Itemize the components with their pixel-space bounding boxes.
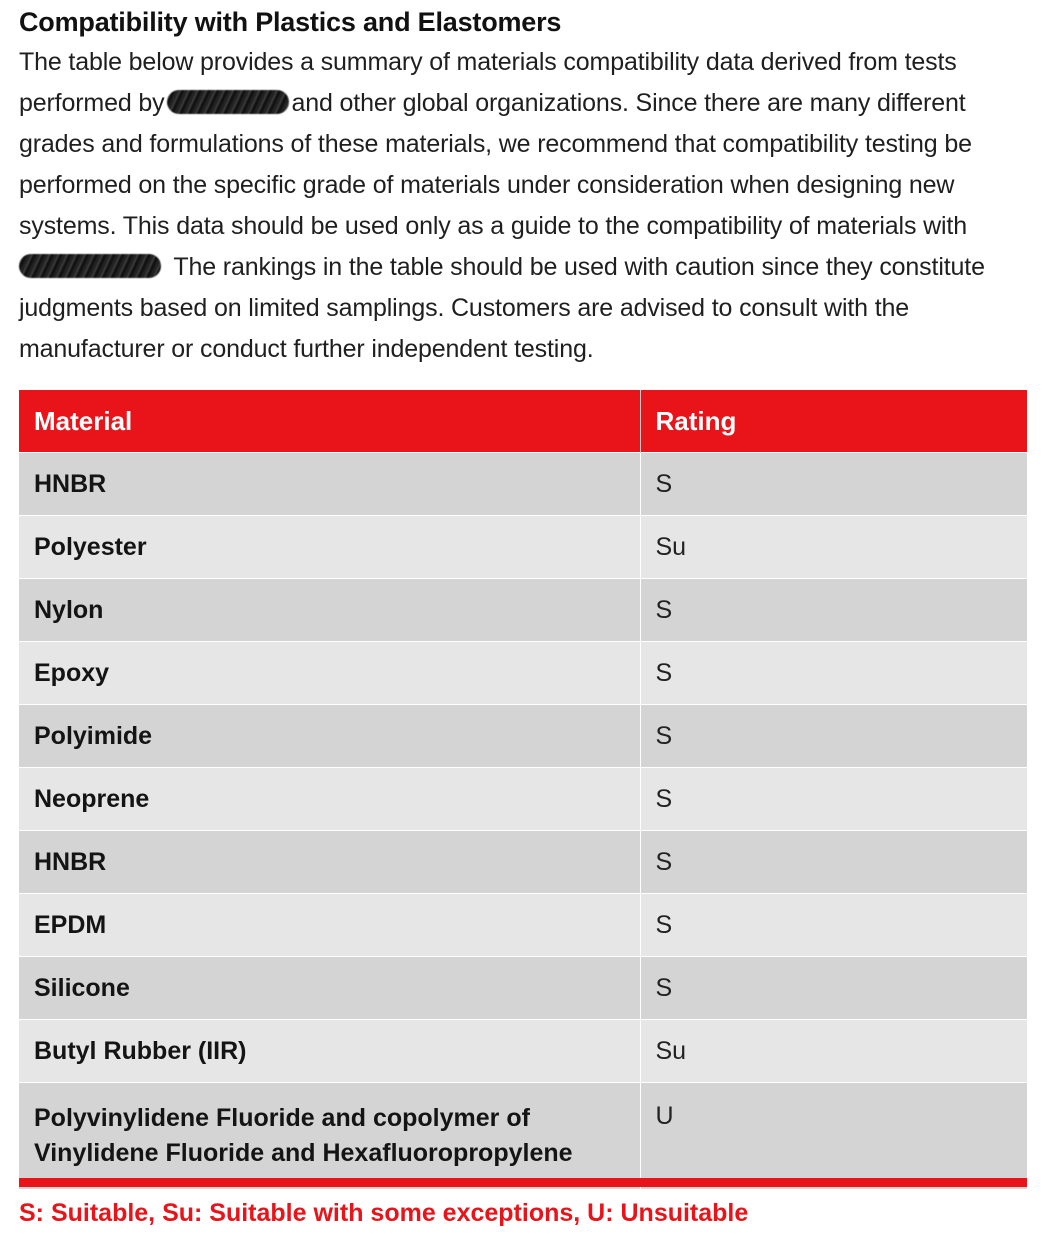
material-cell: Polyester — [19, 516, 640, 579]
intro-text-part-2: and other global organizations. Since there are many different grades and formulations of these materials, we recommend that compatibility testing be performed on the specific grade of materials under consideration when designing new systems. This data should be used only as a guide to the compatibility of materials with — [19, 89, 972, 240]
table-row — [19, 705, 1027, 768]
rating-cell: S — [640, 831, 1027, 894]
rating-cell: U — [640, 1083, 1027, 1190]
table-row — [19, 831, 1027, 894]
page-content — [19, 0, 1027, 1227]
section-title: Compatibility with Plastics and Elastomers — [19, 7, 562, 37]
rating-cell: S — [640, 579, 1027, 642]
material-cell: Silicone — [19, 957, 640, 1020]
table-row — [19, 768, 1027, 831]
material-cell: HNBR — [19, 831, 640, 894]
table-row — [19, 453, 1027, 516]
rating-cell: S — [640, 642, 1027, 705]
material-cell: EPDM — [19, 894, 640, 957]
material-cell: Polyimide — [19, 705, 640, 768]
rating-cell: Su — [640, 516, 1027, 579]
intro-text-part-1: The table below provides a summary of materials compatibility data derived from tests performed by — [19, 48, 957, 117]
header-material: Material — [19, 390, 640, 453]
material-cell: Nylon — [19, 579, 640, 642]
rating-cell: S — [640, 705, 1027, 768]
table-row — [19, 1083, 1027, 1190]
intro-text-part-3: The rankings in the table should be used with caution since they constitute judgments based on limited samplings. Customers are advised to consult with the manufacturer or conduct further independent testing. — [19, 253, 985, 363]
table-row — [19, 642, 1027, 705]
rating-cell: S — [640, 453, 1027, 516]
material-cell: Neoprene — [19, 768, 640, 831]
rating-cell: S — [640, 894, 1027, 957]
rating-legend: S: Suitable, Su: Suitable with some exceptions, U: Unsuitable — [19, 1199, 749, 1227]
compatibility-table — [19, 390, 1027, 1189]
table-row — [19, 894, 1027, 957]
table-header-row — [19, 390, 1027, 453]
table-row — [19, 516, 1027, 579]
redacted-product-name — [19, 254, 161, 278]
redacted-company-name — [167, 90, 289, 114]
rating-cell: Su — [640, 1020, 1027, 1083]
rating-cell: S — [640, 768, 1027, 831]
material-cell: Epoxy — [19, 642, 640, 705]
intro-paragraph — [19, 42, 1027, 370]
material-cell: HNBR — [19, 453, 640, 516]
header-rating: Rating — [640, 390, 1027, 453]
table-row — [19, 957, 1027, 1020]
table-row — [19, 579, 1027, 642]
table-bottom-rule — [19, 1178, 1027, 1187]
rating-cell: S — [640, 957, 1027, 1020]
material-cell: Polyvinylidene Fluoride and copolymer of Vinylidene Fluoride and Hexafluoropropylene — [19, 1083, 640, 1190]
material-cell: Butyl Rubber (IIR) — [19, 1020, 640, 1083]
table-row — [19, 1020, 1027, 1083]
